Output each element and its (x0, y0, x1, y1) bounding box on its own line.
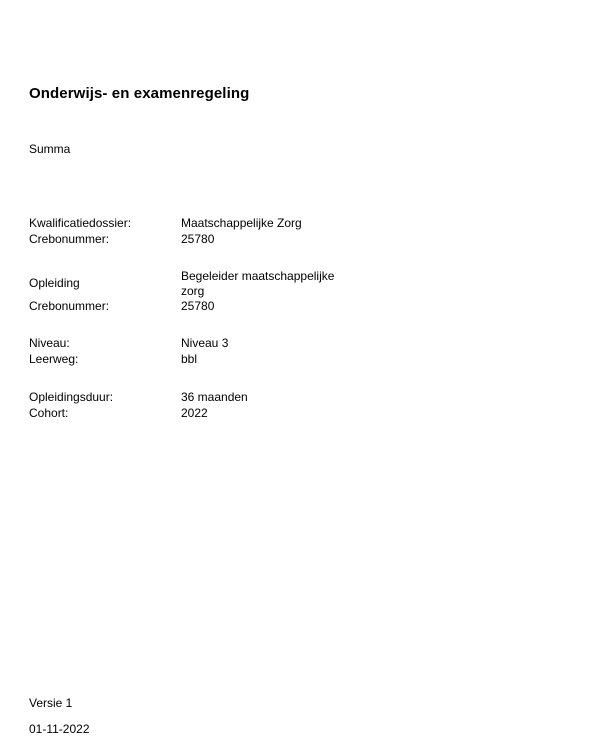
opleiding-label: Opleiding (29, 276, 80, 290)
crebonummer-dossier-label: Crebonummer: (29, 232, 110, 246)
school-name: Summa (29, 142, 71, 156)
niveau-label: Niveau: (29, 336, 70, 350)
leerweg-value: bbl (181, 352, 198, 366)
crebonummer-dossier-value: 25780 (181, 232, 215, 246)
leerweg-label: Leerweg: (29, 352, 79, 366)
cohort-label: Cohort: (29, 406, 69, 420)
opleiding-value: Begeleider maatschappelijke zorg (181, 269, 335, 298)
opleidingsduur-label: Opleidingsduur: (29, 390, 114, 404)
cohort-value: 2022 (181, 406, 208, 420)
crebonummer-opleiding-label: Crebonummer: (29, 299, 110, 313)
kwalificatiedossier-value: Maatschappelijke Zorg (181, 216, 302, 230)
niveau-value: Niveau 3 (181, 336, 229, 350)
document-title: Onderwijs- en examenregeling (29, 85, 250, 102)
kwalificatiedossier-label: Kwalificatiedossier: (29, 216, 132, 230)
crebonummer-opleiding-value: 25780 (181, 299, 215, 313)
document-version: Versie 1 (29, 696, 73, 710)
document-date: 01-11-2022 (29, 722, 90, 736)
opleidingsduur-value: 36 maanden (181, 390, 248, 404)
